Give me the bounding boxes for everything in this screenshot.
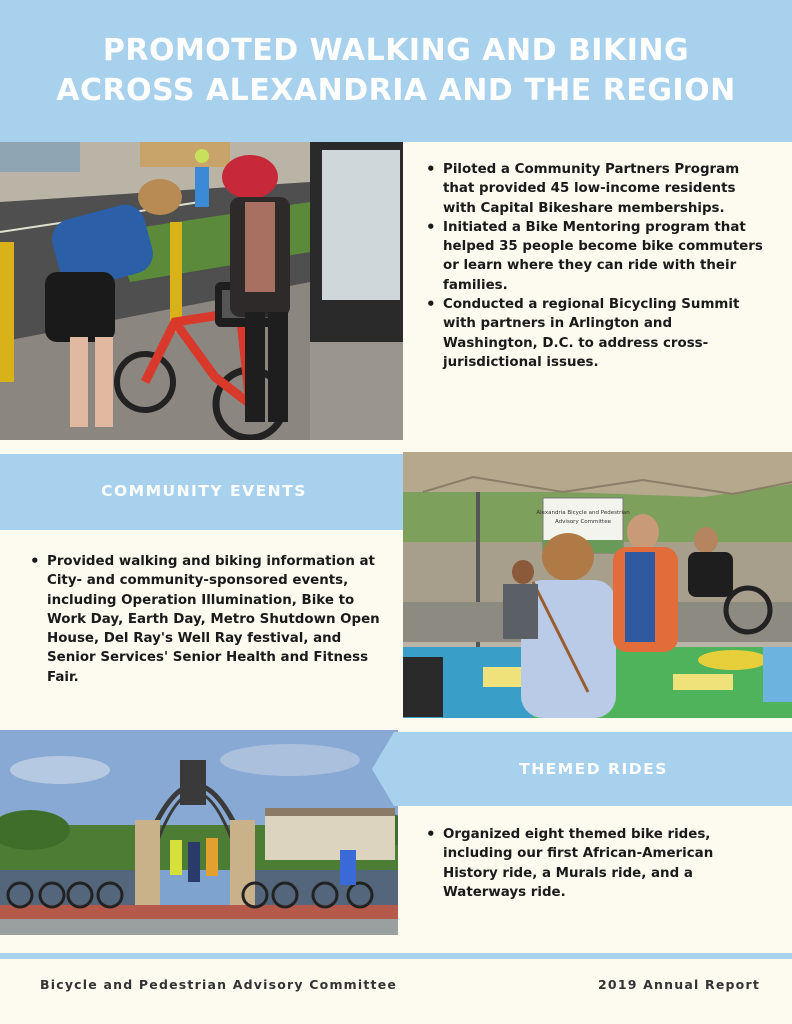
- themed-rides-section: [423, 825, 768, 902]
- community-booth-photo: [403, 452, 792, 718]
- footer-report-title: 2019 Annual Report: [598, 977, 760, 992]
- page-header: [0, 0, 792, 142]
- svg-text:Advisory Committee: Advisory Committee: [555, 519, 611, 525]
- themed-rides-heading: THEMED RIDES: [519, 760, 668, 778]
- list-item: • Conducted a regional Bicycling Summit with partners in Arlington and Washington, D.C. to address cross-jurisdictional issues.: [443, 295, 768, 372]
- list-item: • Initiated a Bike Mentoring program that helped 35 people become bike commuters or learn where they can ride with their families.: [443, 218, 768, 295]
- list-item: • Organized eight themed bike rides, including our first African-American History ride, a Murals ride, and a Waterways ride.: [443, 825, 768, 902]
- themed-rides-bullet-list: [423, 825, 768, 902]
- intro-bullet-list: [423, 160, 768, 372]
- booth-sign-text: Alexandria Bicycle and Pedestrian: [536, 510, 630, 516]
- community-events-section: [27, 552, 392, 687]
- footer-committee-name: Bicycle and Pedestrian Advisory Committee: [40, 977, 398, 992]
- bikeshare-photo: [0, 142, 403, 440]
- intro-section: [423, 160, 768, 372]
- list-item: • Provided walking and biking information at City- and community-sponsored events, including Operation Illumination, Bike to Work Day, Earth Day, Metro Shutdown Open House, Del Ray's Well Ray festival, and Senior Services' Senior Health and Fitness Fair.: [47, 552, 392, 687]
- page-title-line-2: ACROSS ALEXANDRIA AND THE REGION: [56, 73, 736, 108]
- page-title-line-1: PROMOTED WALKING AND BIKING: [102, 33, 690, 68]
- community-events-heading: COMMUNITY EVENTS: [101, 482, 307, 500]
- community-events-bullet-list: [27, 552, 392, 687]
- footer-divider: [0, 953, 792, 959]
- list-item: • Piloted a Community Partners Program that provided 45 low-income residents with Capital Bikeshare memberships.: [443, 160, 768, 218]
- themed-ride-arch-photo: [0, 730, 398, 935]
